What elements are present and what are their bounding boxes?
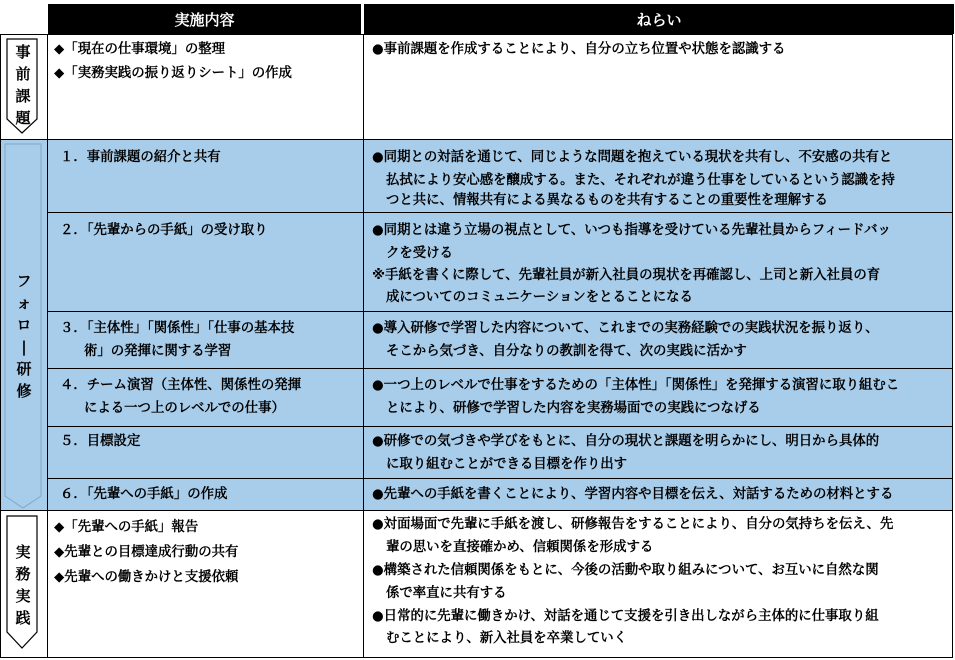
section-follow-cell — [1, 140, 48, 511]
follow-content-line: ５．目標設定 — [60, 434, 141, 449]
follow-row-3-aim — [364, 312, 953, 369]
follow-aim-line: ●導入研修で学習した内容について、これまでの実務経験での実践状況を振り返り、 — [372, 321, 879, 336]
pre-aim-cell — [364, 35, 953, 140]
follow-row-6-content — [48, 479, 364, 511]
follow-aim-line: つと共に、情報共有による異なるものを共有することの重要性を理解する — [386, 193, 828, 208]
section-pre-label: 事 前 課 題 — [15, 43, 31, 127]
follow-aim-line: ●同期との対話を通じて、同じような問題を抱えている現状を共有し、不安感の共有と — [372, 150, 893, 165]
follow-content-line: １．事前課題の紹介と共有 — [60, 150, 221, 165]
follow-aim-line: そこから気づき、自分なりの教訓を得て、次の実践に活かす — [386, 344, 747, 359]
header-content — [48, 4, 361, 34]
follow-row-6-aim — [364, 479, 953, 511]
follow-content-line: ２．「先輩からの手紙」の受け取り — [60, 223, 268, 238]
follow-aim-line: ●研修での気づきや学びをもとに、自分の現状と課題を明らかにし、明日から具体的 — [372, 434, 880, 449]
follow-row-3-content — [48, 312, 364, 369]
follow-aim-line: 成についてのコミュニケーションをとることになる — [386, 290, 693, 305]
follow-row-1-content — [48, 140, 364, 213]
header-content-label: 実施内容 — [174, 10, 235, 29]
pre-content-line: ◆「実務実践の振り返りシート」の作成 — [54, 66, 292, 81]
practice-content-line: ◆「先輩への手紙」報告 — [54, 520, 199, 535]
follow-aim-line: ●同期とは違う立場の視点として、いつも指導を受けている先輩社員からフィードバッ — [372, 223, 891, 238]
follow-aim-line: に取り組むことができる目標を作り出す — [386, 457, 628, 472]
follow-row-2-aim — [364, 213, 953, 312]
follow-aim-line: ●先輩への手紙を書くことにより、学習内容や目標を伝え、対話するための材料とする — [372, 487, 894, 502]
follow-aim-line: ●一つ上のレベルで仕事をするための「主体性」「関係性」を発揮する演習に取り組むこ — [372, 378, 900, 393]
follow-content-line: による一つ上のレベルでの仕事） — [84, 401, 285, 416]
header-aim-label: ねらい — [636, 10, 682, 29]
practice-content-line: ◆先輩との目標達成行動の共有 — [54, 545, 239, 560]
follow-row-1-aim — [364, 140, 953, 213]
section-practice-label: 実 務 実 践 — [15, 543, 31, 627]
follow-content-line: ６．「先輩への手紙」の作成 — [60, 487, 228, 502]
practice-aim-line: ●構築された信頼関係をもとに、今後の活動や取り組みについて、お互いに自然な関 — [372, 563, 879, 578]
pre-content-cell — [48, 35, 364, 140]
follow-aim-line: とにより、研修で学習した内容を実務場面での実践につなげる — [386, 401, 761, 416]
practice-aim-line: ●日常的に先輩に働きかけ、対話を通じて支援を引き出しながら主体的に仕事取り組 — [372, 609, 879, 624]
follow-row-4-aim — [364, 369, 953, 427]
follow-content-line: ３．「主体性」「関係性」「仕事の基本技 — [60, 321, 295, 336]
pre-content-line: ◆「現在の仕事環境」の整理 — [54, 42, 225, 57]
follow-aim-line: 払拭により安心感を醸成する。また、それぞれが違う仕事をしているという認識を持 — [386, 173, 895, 188]
follow-content-line: 術」の発揮に関する学習 — [84, 344, 232, 359]
practice-aim-line: むことにより、新入社員を卒業していく — [386, 631, 628, 646]
follow-row-4-content — [48, 369, 364, 427]
pre-aim-line: ●事前課題を作成することにより、自分の立ち位置や状態を認識する — [372, 42, 786, 57]
section-practice-cell — [1, 511, 48, 658]
practice-aim-line: 係で率直に共有する — [386, 586, 507, 601]
follow-content-line: ４．チーム演習（主体性、関係性の発揮 — [60, 378, 302, 393]
practice-aim-line: 輩の思いを直接確かめ、信頼関係を形成する — [386, 540, 654, 555]
header-aim — [364, 4, 954, 34]
section-follow-label: フ ォ ロ | 研 修 — [16, 272, 32, 400]
practice-aim-line: ●対面場面で先輩に手紙を渡し、研修報告をすることにより、自分の気持ちを伝え、先 — [372, 517, 894, 532]
follow-row-2-content — [48, 213, 364, 312]
follow-aim-line: クを受ける — [386, 246, 453, 261]
practice-content-line: ◆先輩への働きかけと支援依頼 — [54, 570, 239, 585]
follow-row-5-aim — [364, 427, 953, 479]
follow-aim-line: ※手紙を書くに際して、先輩社員が新入社員の現状を再確認し、上司と新入社員の育 — [372, 268, 881, 283]
practice-aim-cell — [364, 511, 953, 658]
follow-row-5-content — [48, 427, 364, 479]
section-pre-cell — [1, 35, 48, 140]
practice-content-cell — [48, 511, 364, 658]
